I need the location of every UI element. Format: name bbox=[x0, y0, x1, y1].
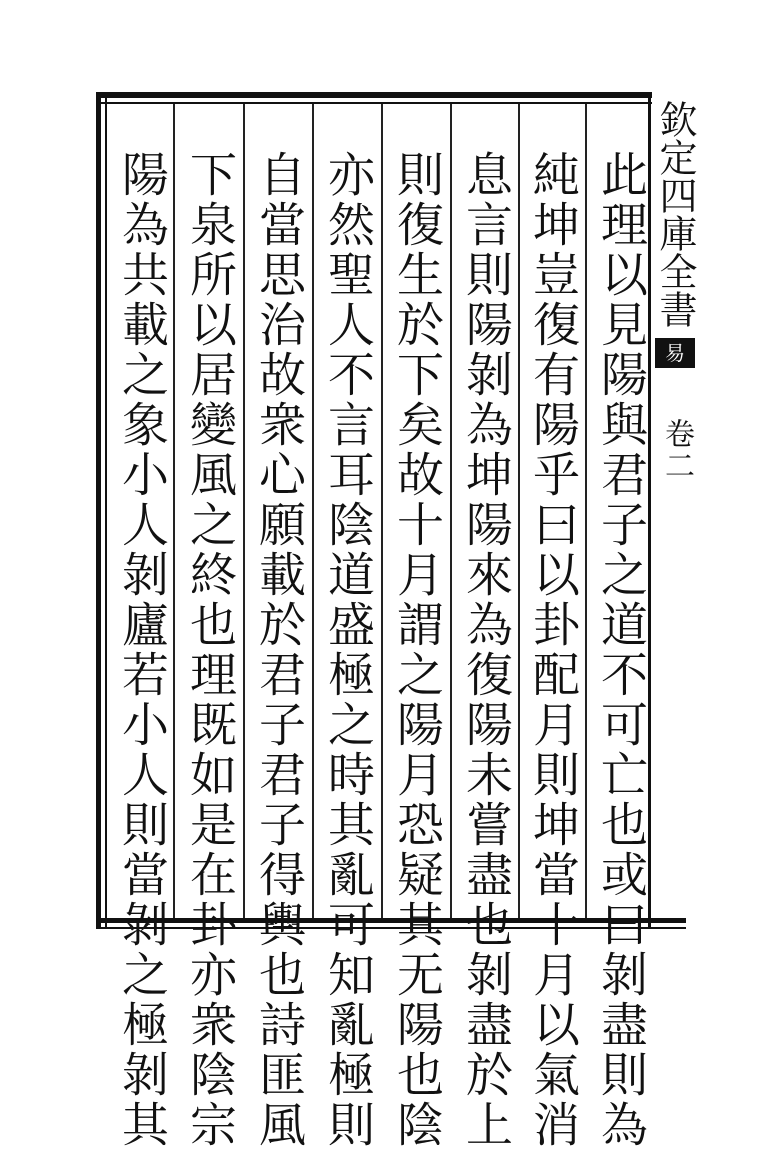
text-column-6: 自當思治故衆心願載於君子君子得輿也詩匪風 bbox=[251, 150, 306, 1150]
column-rule bbox=[381, 104, 383, 918]
frame-left-border bbox=[96, 92, 101, 928]
section-mark-label: 易 bbox=[665, 341, 685, 365]
text-column-1: 此理以見陽與君子之道不可亡也或曰剝盡則為 bbox=[593, 150, 648, 1150]
column-rule bbox=[450, 104, 452, 918]
text-column-5: 亦然聖人不言耳陰道盛極之時其亂可知亂極則 bbox=[320, 150, 375, 1150]
volume-label: 卷二 bbox=[659, 418, 694, 482]
column-rule bbox=[243, 104, 245, 918]
frame-top-inner-border bbox=[96, 102, 652, 104]
text-column-3: 息言則陽剝為坤陽來為復陽未嘗盡也剝盡於上 bbox=[458, 150, 513, 1150]
text-column-8: 陽為共載之象小人剝廬若小人則當剝之極剝其 bbox=[114, 150, 169, 1150]
column-rule bbox=[585, 104, 587, 918]
text-column-2: 純坤豈復有陽乎曰以卦配月則坤當十月以氣消 bbox=[525, 150, 580, 1150]
column-rule bbox=[173, 104, 175, 918]
frame-top-border bbox=[96, 92, 652, 98]
column-rule bbox=[518, 104, 520, 918]
book-title: 欽定四庫全書 bbox=[653, 100, 697, 328]
frame-left-inner-border bbox=[105, 92, 107, 928]
column-rule bbox=[312, 104, 314, 918]
text-column-4: 則復生於下矣故十月謂之陽月恐疑其无陽也陰 bbox=[389, 150, 444, 1150]
text-column-7: 下泉所以居變風之終也理既如是在卦亦衆陰宗 bbox=[182, 150, 237, 1150]
